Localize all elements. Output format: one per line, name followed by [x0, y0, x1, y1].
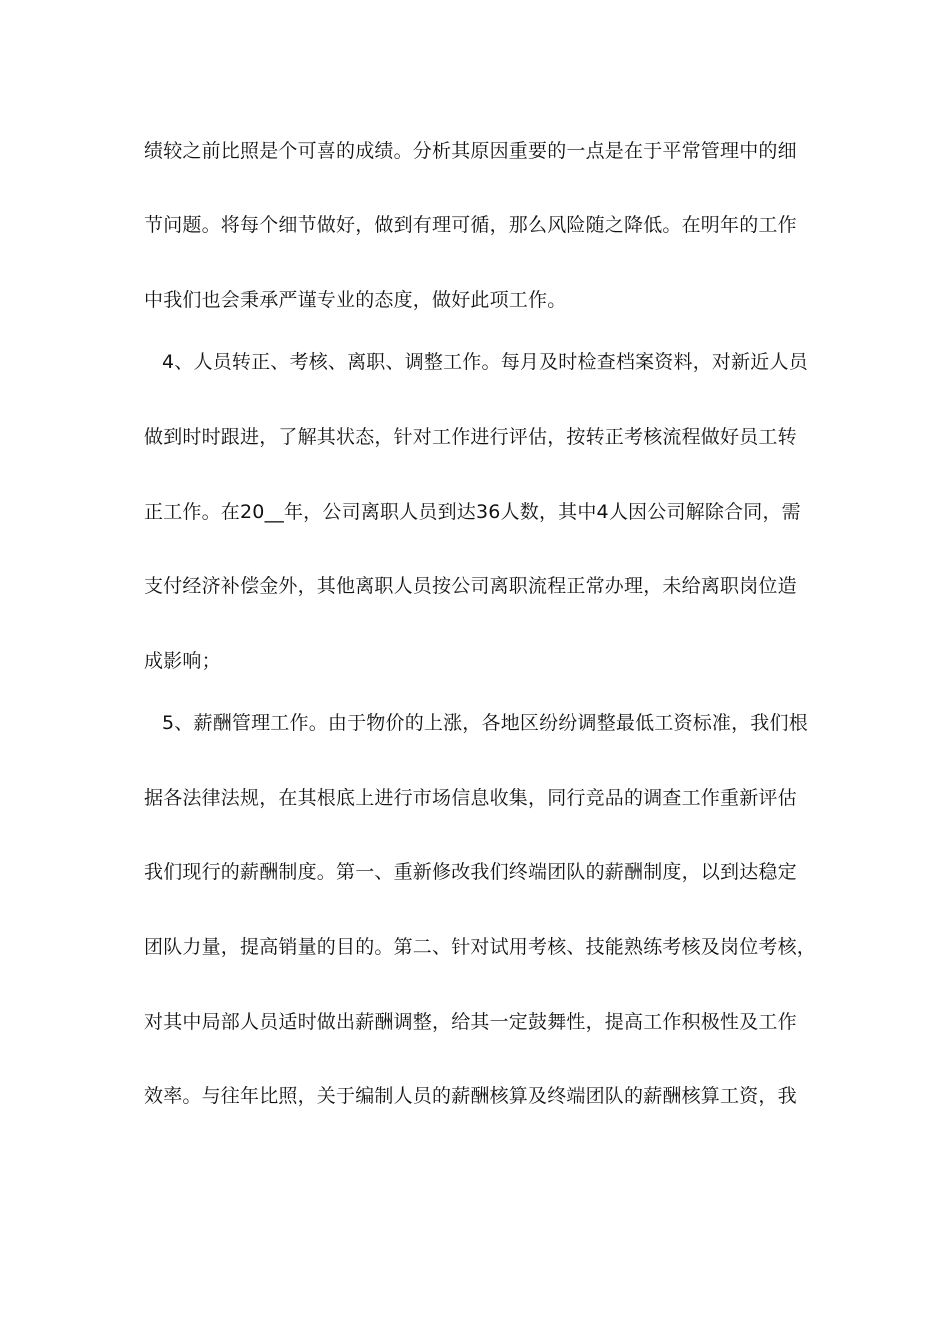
paragraph-line: 5、薪酬管理工作。由于物价的上涨，各地区纷纷调整最低工资标准，我们根: [162, 712, 808, 734]
paragraph-line: 做到时时跟进，了解其状态，针对工作进行评估，按转正考核流程做好员工转: [144, 426, 797, 448]
paragraph-line: 4、人员转正、考核、离职、调整工作。每月及时检查档案资料，对新近人员: [162, 351, 808, 373]
paragraph-line: 节问题。将每个细节做好，做到有理可循，那么风险随之降低。在明年的工作: [144, 214, 797, 236]
paragraph-line: 正工作。在20__年，公司离职人员到达36人数，其中4人因公司解除合同，需: [144, 501, 801, 523]
paragraph-line: 支付经济补偿金外，其他离职人员按公司离职流程正常办理，未给离职岗位造: [144, 575, 797, 597]
paragraph-line: 据各法律法规，在其根底上进行市场信息收集，同行竞品的调查工作重新评估: [144, 787, 797, 809]
paragraph-line: 对其中局部人员适时做出薪酬调整，给其一定鼓舞性，提高工作积极性及工作: [144, 1011, 797, 1033]
paragraph-line: 绩较之前比照是个可喜的成绩。分析其原因重要的一点是在于平常管理中的细: [144, 140, 797, 162]
paragraph-line: 成影响；: [144, 650, 221, 672]
paragraph-line: 效率。与往年比照，关于编制人员的薪酬核算及终端团队的薪酬核算工资，我: [144, 1085, 797, 1107]
paragraph-line: 团队力量，提高销量的目的。第二、针对试用考核、技能熟练考核及岗位考核，: [144, 936, 817, 958]
paragraph-line: 我们现行的薪酬制度。第一、重新修改我们终端团队的薪酬制度，以到达稳定: [144, 861, 797, 883]
paragraph-line: 中我们也会秉承严谨专业的态度，做好此项工作。: [144, 289, 567, 311]
